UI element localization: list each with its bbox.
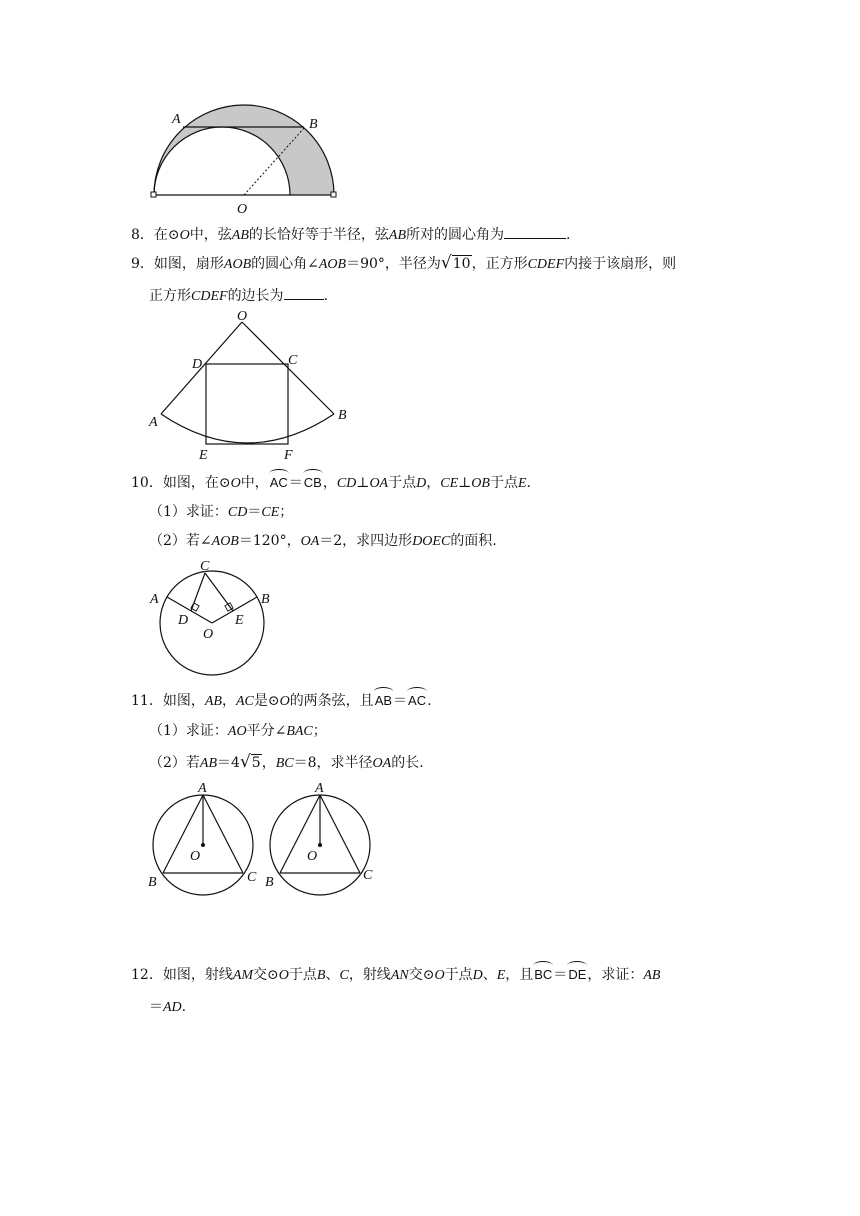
question-10-part2: （2）若∠AOB＝120°，OA＝2，求四边形DOEC的面积. <box>149 533 497 549</box>
question-11-part1: （1）求证：AO平分∠BAC； <box>149 723 327 739</box>
question-12: 12．如图，射线AM交⊙O于点B、C，射线AN交⊙O于点D、E，且BC＝DE，求证：AB <box>131 967 661 983</box>
label-A: A <box>149 415 158 430</box>
arc-AC: AC <box>408 693 427 708</box>
label-B: B <box>148 875 157 890</box>
question-11-part2: （2）若AB＝4√5，BC＝8，求半径OA的长. <box>149 752 424 772</box>
label-B: B <box>338 408 347 423</box>
circle-figure-left <box>148 781 257 895</box>
label-F: F <box>284 448 293 463</box>
label-B: B <box>265 875 274 890</box>
sqrt-5: √5 <box>239 752 261 772</box>
label-A: A <box>315 781 324 796</box>
label-B: B <box>309 117 318 132</box>
question-9: 9．如图，扇形AOB的圆心角∠AOB＝90°，半径为√10，正方形CDEF内接于该扇形，则 <box>131 253 677 273</box>
question-9-line2: 正方形CDEF的边长为 . <box>149 285 328 306</box>
label-O: O <box>237 202 248 217</box>
label-E: E <box>199 448 208 463</box>
sqrt-10: √10 <box>440 253 471 273</box>
label-C: C <box>288 353 298 368</box>
label-A: A <box>150 592 159 607</box>
question-11: 11．如图，AB，AC是⊙O的两条弦，且AB＝AC. <box>131 693 432 709</box>
label-O: O <box>190 849 201 864</box>
arc-BC: BC <box>534 967 553 982</box>
question-8: 8．在⊙O中，弦AB的长恰好等于半径，弦AB所对的圆心角为 . <box>131 224 570 245</box>
label-A: A <box>198 781 207 796</box>
label-E: E <box>235 613 244 628</box>
label-O: O <box>237 309 248 324</box>
label-C: C <box>363 868 373 883</box>
arc-CB: CB <box>303 475 322 490</box>
question-12-line2: ＝AD. <box>149 999 187 1015</box>
arc-AB: AB <box>374 693 393 708</box>
label-A: A <box>172 112 181 127</box>
arc-DE: DE <box>568 967 587 982</box>
question-10: 10．如图，在⊙O中，AC＝CB，CD⊥OA于点D，CE⊥OB于点E. <box>131 475 531 491</box>
label-B: B <box>261 592 270 607</box>
label-C: C <box>200 559 210 574</box>
label-O: O <box>203 627 214 642</box>
label-D: D <box>178 613 189 628</box>
label-C: C <box>247 870 257 885</box>
arc-AC: AC <box>269 475 288 490</box>
label-O: O <box>307 849 318 864</box>
circle-figure-right <box>265 781 373 895</box>
label-D: D <box>192 357 203 372</box>
question-10-part1: （1）求证：CD＝CE； <box>149 504 294 520</box>
